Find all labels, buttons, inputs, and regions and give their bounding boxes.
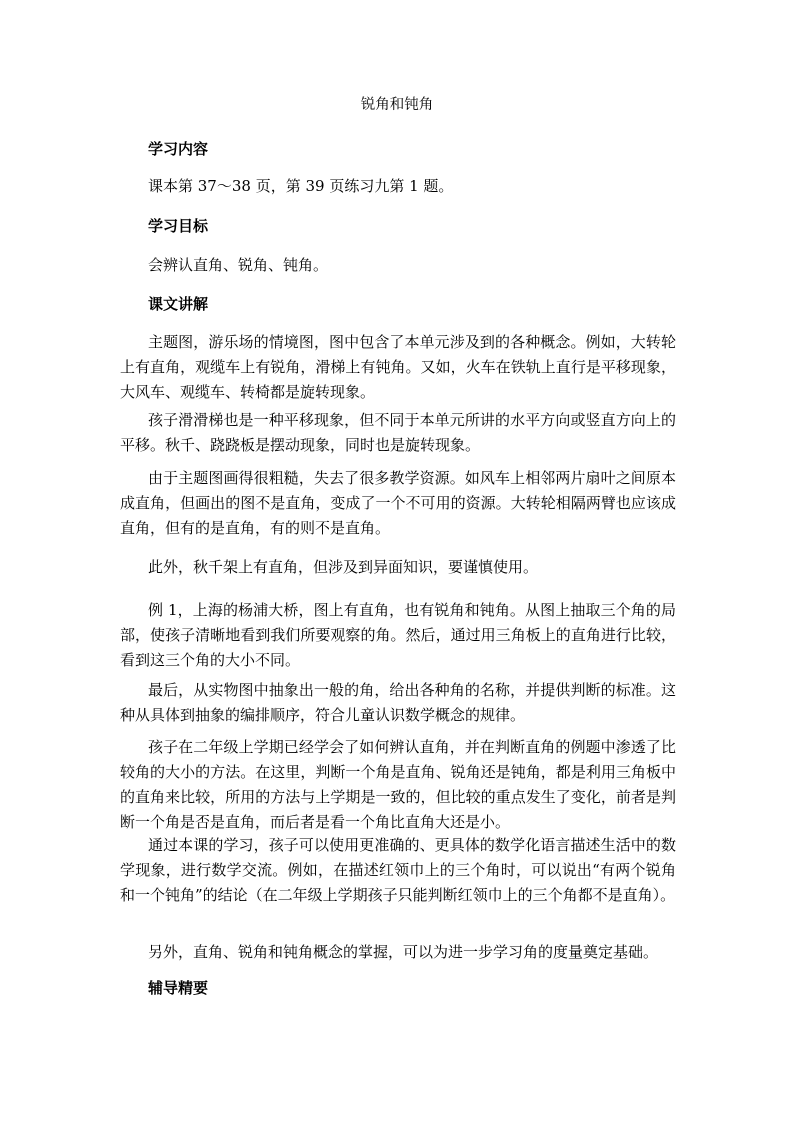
paragraph-objectives-text: 会辨认直角、锐角、钝角。 — [148, 256, 329, 274]
paragraph-content: 课本第 37～38 页，第 39 页练习九第 1 题。 — [148, 177, 454, 195]
paragraph-slide: 孩子滑滑梯也是一种平移现象，但不同于本单元所讲的水平方向或竖直方向上的平移。秋千、跷跷板是摆动现象，同时也是旋转现象。 — [120, 411, 676, 454]
document-title: 锐角和钝角 — [360, 97, 434, 113]
paragraph-theme-image: 主题图，游乐场的情境图，图中包含了本单元涉及到的各种概念。例如，大转轮上有直角，观缆车上有锐角，滑梯上有钝角。又如，火车在铁轨上直行是平移现象，大风车、观缆车、转椅都是旋转现象。 — [120, 333, 676, 401]
section-heading-explanation: 课文讲解 — [148, 295, 209, 313]
paragraph-foundation: 另外，直角、锐角和钝角概念的掌握，可以为进一步学习角的度量奠定基础。 — [148, 943, 659, 961]
section-heading-content: 学习内容 — [148, 140, 209, 158]
paragraph-language: 通过本课的学习，孩子可以使用更准确的、更具体的数学化语言描述生活中的数学现象，进行数学交流。例如，在描述红领巾上的三个角时，可以说出“有两个锐角和一个钝角”的结论（在二年级上学期孩子只能判断红领巾上的三个角都不是直角）。 — [120, 836, 676, 904]
section-heading-guidance: 辅导精要 — [148, 979, 209, 997]
paragraph-abstraction: 最后，从实物图中抽象出一般的角，给出各种角的名称，并提供判断的标准。这种从具体到抽象的编排顺序，符合儿童认识数学概念的规律。 — [120, 681, 676, 724]
paragraph-rough-image: 由于主题图画得很粗糙，失去了很多教学资源。如风车上相邻两片扇叶之间原本成直角，但画出的图不是直角，变成了一个不可用的资源。大转轮相隔两臂也应该成直角，但有的是直角，有的则不是直角。 — [120, 469, 676, 537]
paragraph-example-1: 例 1，上海的杨浦大桥，图上有直角，也有锐角和钝角。从图上抽取三个角的局部，使孩子清晰地看到我们所要观察的角。然后，通过用三角板上的直角进行比较，看到这三个角的大小不同。 — [120, 601, 676, 669]
paragraph-grade-two: 孩子在二年级上学期已经学会了如何辨认直角，并在判断直角的例题中渗透了比较角的大小的方法。在这里，判断一个角是直角、锐角还是钝角，都是利用三角板中的直角来比较，所用的方法与上学期是一致的，但比较的重点发生了变化，前者是判断一个角是否是直角，而后者是看一个角比直角大还是小。 — [120, 738, 676, 831]
section-heading-objectives: 学习目标 — [148, 217, 209, 235]
paragraph-swing: 此外，秋千架上有直角，但涉及到异面知识，要谨慎使用。 — [148, 558, 539, 576]
